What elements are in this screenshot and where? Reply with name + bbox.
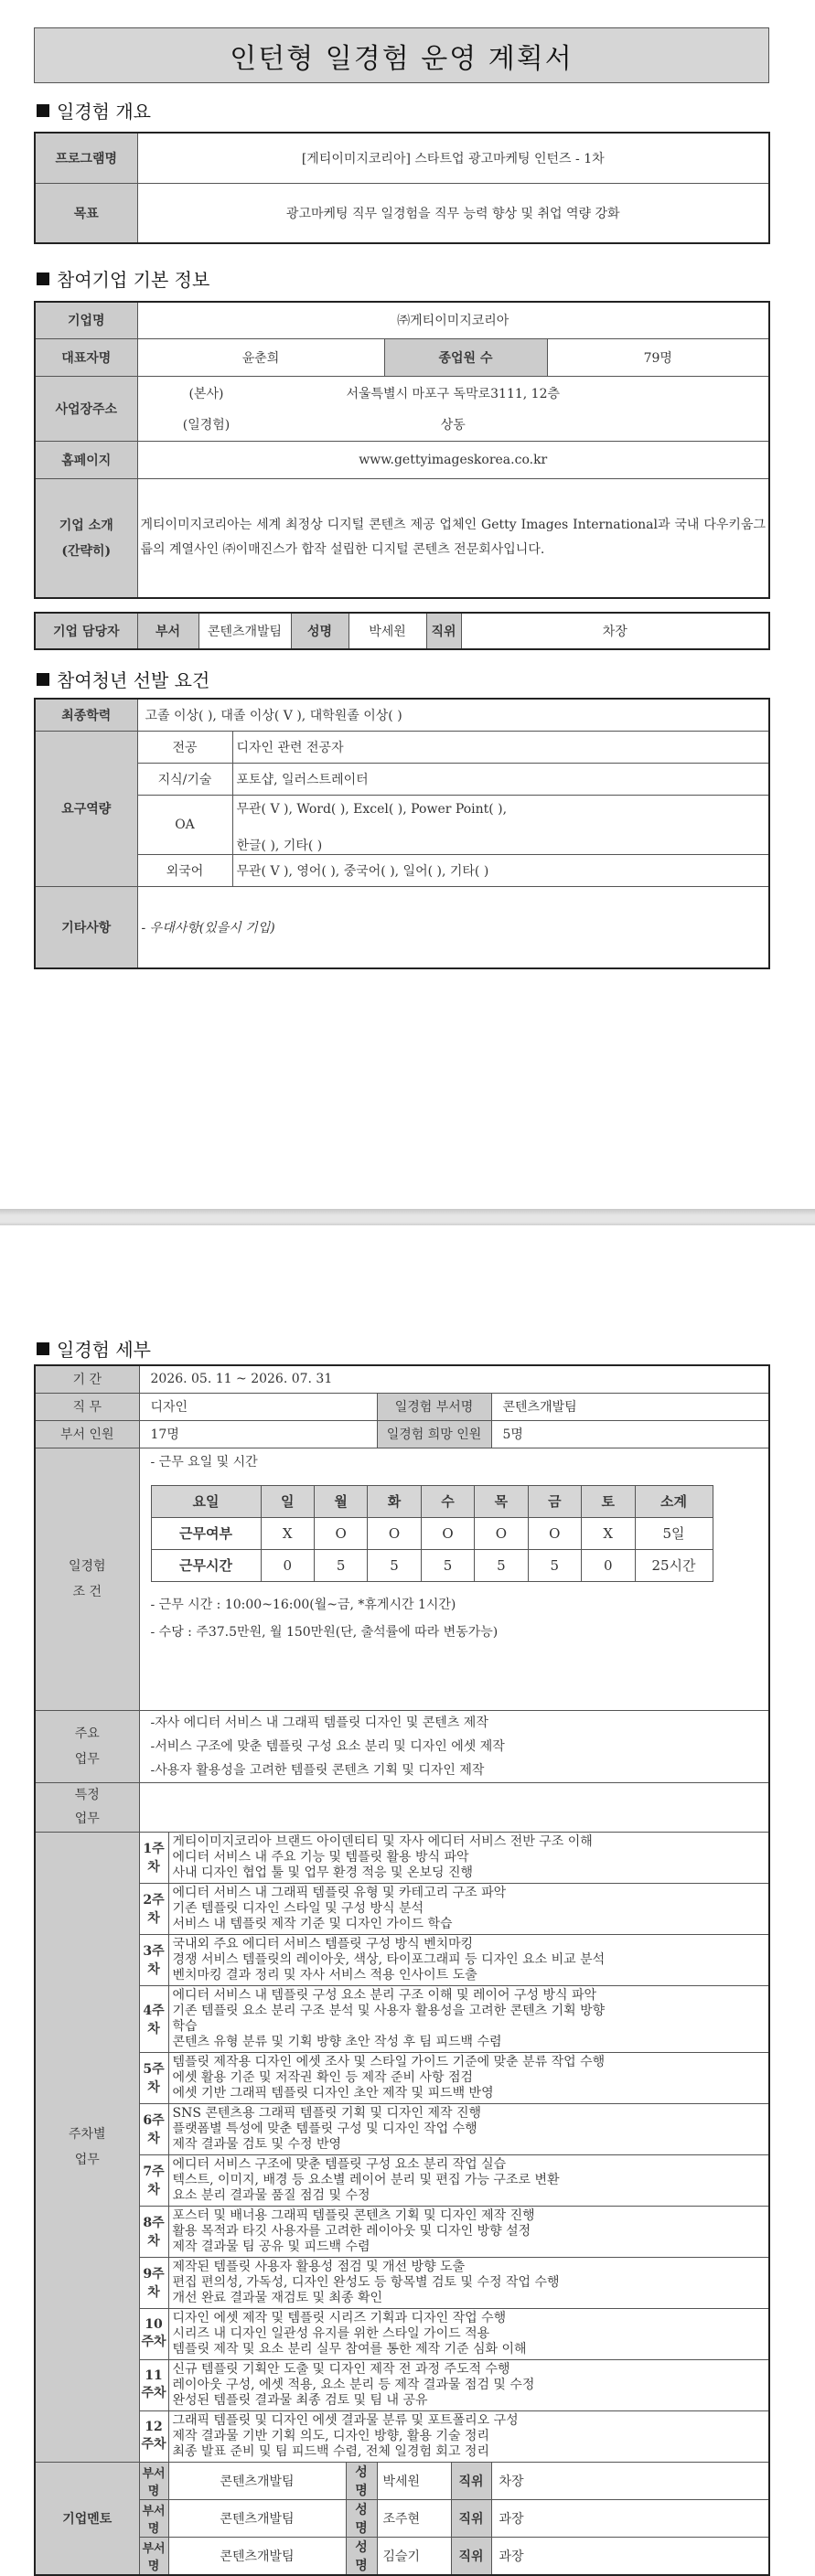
week-task: 플랫폼별 특성에 맞춘 템플릿 구성 및 디자인 작업 수행 bbox=[172, 2121, 477, 2136]
week-label: 10주차 bbox=[139, 2308, 168, 2359]
schedule-row-header: 근무여부 bbox=[151, 1517, 261, 1549]
week-task: 국내외 주요 에디터 서비스 템플릿 구성 방식 벤치마킹 bbox=[172, 1936, 474, 1951]
job-value: 디자인 bbox=[139, 1393, 377, 1420]
skills-value: 포토샵, 일러스트레이터 bbox=[232, 763, 769, 795]
oa-label: OA bbox=[137, 795, 232, 854]
week-tasks bbox=[168, 2257, 769, 2308]
mentor-name-label: 성명 bbox=[346, 2462, 377, 2499]
week-tasks bbox=[168, 1985, 769, 2052]
overview-table bbox=[34, 132, 770, 244]
schedule-cell: O bbox=[421, 1517, 474, 1549]
company-name-label: 기업명 bbox=[35, 302, 137, 338]
week-task: 템플릿 제작 및 요소 분리 실무 참여를 통한 제작 기준 심화 이해 bbox=[172, 2341, 527, 2357]
schedule-header: 요일 bbox=[151, 1485, 261, 1517]
week-task: 레이아웃 구성, 에셋 적용, 요소 분리 등 제작 결과물 점검 및 수정 bbox=[172, 2377, 535, 2392]
section-heading-overview bbox=[37, 97, 151, 123]
square-bullet-icon bbox=[37, 104, 49, 117]
education-value: 고졸 이상( ), 대졸 이상( V ), 대학원졸 이상( ) bbox=[137, 699, 769, 731]
mentor-dept-label: 부서명 bbox=[139, 2462, 168, 2499]
intro-label bbox=[35, 478, 137, 598]
period-label: 기 간 bbox=[35, 1365, 139, 1393]
week-label: 1주차 bbox=[139, 1832, 168, 1883]
schedule-cell: 5 bbox=[421, 1549, 474, 1581]
mentor-name: 조주현 bbox=[377, 2499, 451, 2537]
week-task: 개선 완료 결과물 재검토 및 최종 확인 bbox=[172, 2290, 383, 2305]
schedule-header: 일 bbox=[261, 1485, 314, 1517]
schedule-cell: O bbox=[368, 1517, 421, 1549]
special-duty-label-line1: 특정 bbox=[74, 1788, 100, 1802]
schedule-cell: O bbox=[314, 1517, 367, 1549]
week-task: 제작 결과물 검토 및 수정 반영 bbox=[172, 2136, 342, 2152]
schedule-row-header: 근무시간 bbox=[151, 1549, 261, 1581]
week-task: 에디터 서비스 구조에 맞춘 템플릿 구성 요소 분리 작업 실습 bbox=[172, 2156, 507, 2172]
goal-value: 광고마케팅 직무 일경험을 직무 능력 향상 및 취업 역량 강화 bbox=[137, 183, 769, 243]
special-duty-label bbox=[35, 1782, 139, 1832]
address-label: 사업장주소 bbox=[35, 376, 137, 441]
schedule-row-workdays bbox=[151, 1517, 713, 1549]
contact-name-label: 성명 bbox=[291, 613, 349, 649]
schedule-cell: 5 bbox=[314, 1549, 367, 1581]
mentor-position-label: 직위 bbox=[451, 2462, 491, 2499]
main-duty-label-line2: 업무 bbox=[74, 1751, 100, 1767]
hope-label: 일경험 희망 인원 bbox=[377, 1420, 491, 1448]
requirements-table bbox=[34, 698, 770, 969]
language-label: 외국어 bbox=[137, 854, 232, 886]
week-task: 학습 bbox=[172, 2018, 198, 2034]
schedule-cell: 25시간 bbox=[635, 1549, 713, 1581]
oa-value bbox=[232, 795, 769, 854]
schedule-cell: X bbox=[261, 1517, 314, 1549]
week-label: 6주차 bbox=[139, 2103, 168, 2154]
mentor-dept: 콘텐츠개발팀 bbox=[168, 2499, 346, 2537]
schedule-header: 금 bbox=[528, 1485, 581, 1517]
employees-value: 79명 bbox=[547, 338, 769, 376]
week-task: 에디터 서비스 내 주요 기능 및 템플릿 활용 방식 파악 bbox=[172, 1849, 469, 1865]
oa-line1: 무관( V ), Word( ), Excel( ), Power Point( ), bbox=[236, 801, 508, 817]
homepage-label: 홈페이지 bbox=[35, 441, 137, 478]
program-name-value: [게티이미지코리아] 스타트업 광고마케팅 인턴즈 - 1차 bbox=[137, 133, 769, 183]
allowance: - 수당 : 주37.5만원, 월 150만원(단, 출석률에 따라 변동가능) bbox=[150, 1624, 499, 1640]
mentor-position-label: 직위 bbox=[451, 2499, 491, 2537]
weekly-label bbox=[35, 1832, 139, 2462]
hq-label: (본사) bbox=[188, 386, 224, 401]
dept-name-label: 일경험 부서명 bbox=[377, 1393, 491, 1420]
company-name-value: ㈜게티이미지코리아 bbox=[137, 302, 769, 338]
schedule-cell: 5 bbox=[368, 1549, 421, 1581]
main-duty-item: -사용자 활용성을 고려한 템플릿 콘텐츠 기획 및 디자인 제작 bbox=[150, 1762, 485, 1778]
period-value: 2026. 05. 11 ~ 2026. 07. 31 bbox=[139, 1365, 769, 1393]
week-label: 9주차 bbox=[139, 2257, 168, 2308]
conditions-label bbox=[35, 1448, 139, 1710]
week-task: 신규 템플릿 기획안 도출 및 디자인 제작 전 과정 주도적 수행 bbox=[172, 2361, 510, 2377]
week-task: 템플릿 제작용 디자인 에셋 조사 및 스타일 가이드 기준에 맞춘 분류 작업 수행 bbox=[172, 2054, 606, 2069]
week-label: 4주차 bbox=[139, 1985, 168, 2052]
mentor-dept-label: 부서명 bbox=[139, 2499, 168, 2537]
contact-position-label: 직위 bbox=[426, 613, 461, 649]
mentor-label: 기업멘토 bbox=[35, 2462, 139, 2575]
week-task: 경쟁 서비스 템플릿의 레이아웃, 색상, 타이포그래피 등 디자인 요소 비교 분석 bbox=[172, 1951, 606, 1967]
section-heading-details bbox=[37, 1335, 151, 1362]
week-tasks bbox=[168, 2052, 769, 2103]
week-label: 8주차 bbox=[139, 2206, 168, 2257]
week-label: 3주차 bbox=[139, 1934, 168, 1985]
week-task: 활용 목적과 타깃 사용자를 고려한 레이아웃 및 디자인 방향 설정 bbox=[172, 2223, 531, 2239]
special-duty-label-line2: 업무 bbox=[74, 1812, 100, 1826]
section-heading-requirements bbox=[37, 666, 209, 692]
schedule-cell: 5 bbox=[528, 1549, 581, 1581]
week-task: 디자인 에셋 제작 및 템플릿 시리즈 기획과 디자인 작업 수행 bbox=[172, 2310, 507, 2325]
schedule-cell: 0 bbox=[261, 1549, 314, 1581]
etc-label: 기타사항 bbox=[35, 886, 137, 968]
main-duty-item: -자사 에디터 서비스 내 그래픽 템플릿 디자인 및 콘텐츠 제작 bbox=[150, 1715, 488, 1730]
hq-address: 서울특별시 마포구 독막로3111, 12층 bbox=[346, 386, 561, 401]
section-heading-text: 참여기업 기본 정보 bbox=[57, 269, 210, 291]
week-task: 기존 템플릿 디자인 스타일 및 구성 방식 분석 bbox=[172, 1900, 424, 1916]
mentor-name: 박세원 bbox=[377, 2462, 451, 2499]
weekly-label-line2: 업무 bbox=[74, 2152, 100, 2167]
conditions-label-line1: 일경험 bbox=[68, 1558, 106, 1574]
week-task: 게티이미지코리아 브랜드 아이덴티티 및 자사 에디터 서비스 전반 구조 이해 bbox=[172, 1833, 593, 1849]
week-task: 포스터 및 배너용 그래픽 템플릿 콘텐츠 기획 및 디자인 제작 진행 bbox=[172, 2207, 535, 2223]
square-bullet-icon bbox=[37, 673, 49, 686]
schedule-header: 목 bbox=[475, 1485, 528, 1517]
homepage-link[interactable]: www.gettyimageskorea.co.kr bbox=[137, 441, 769, 478]
schedule-cell: 5일 bbox=[635, 1517, 713, 1549]
week-task: 벤치마킹 결과 정리 및 자사 서비스 적용 인사이트 도출 bbox=[172, 1967, 477, 1983]
company-table bbox=[34, 301, 770, 599]
week-label: 7주차 bbox=[139, 2154, 168, 2206]
dept-staff-label: 부서 인원 bbox=[35, 1420, 139, 1448]
ceo-value: 윤춘희 bbox=[137, 338, 384, 376]
week-task: 요소 분리 결과물 품질 점검 및 수정 bbox=[172, 2187, 370, 2203]
main-duties bbox=[139, 1710, 769, 1782]
schedule-header: 화 bbox=[368, 1485, 421, 1517]
mentor-name: 김슬기 bbox=[377, 2537, 451, 2575]
week-task: 에셋 활용 기준 및 저작권 확인 등 제작 준비 사항 점검 bbox=[172, 2069, 474, 2085]
week-task: SNS 콘텐츠용 그래픽 템플릿 기획 및 디자인 제작 진행 bbox=[172, 2105, 482, 2121]
section-heading-text: 일경험 세부 bbox=[57, 1339, 151, 1361]
week-task: 서비스 내 템플릿 제작 기준 및 디자인 가이드 학습 bbox=[172, 1916, 453, 1931]
week-task: 제작 결과물 기반 기획 의도, 디자인 방향, 활용 기술 정리 bbox=[172, 2428, 489, 2443]
mentor-name-label: 성명 bbox=[346, 2537, 377, 2575]
document-title: 인턴형 일경험 운영 계획서 bbox=[34, 27, 769, 83]
schedule-header: 토 bbox=[582, 1485, 635, 1517]
contact-name-value: 박세원 bbox=[349, 613, 426, 649]
dept-staff-value: 17명 bbox=[139, 1420, 377, 1448]
week-label: 12주차 bbox=[139, 2410, 168, 2462]
contact-dept-label: 부서 bbox=[137, 613, 198, 649]
week-tasks bbox=[168, 2410, 769, 2462]
week-tasks bbox=[168, 1832, 769, 1883]
schedule-cell: X bbox=[582, 1517, 635, 1549]
conditions-cell bbox=[139, 1448, 769, 1710]
schedule-table bbox=[151, 1485, 713, 1582]
ceo-label: 대표자명 bbox=[35, 338, 137, 376]
week-task: 편집 편의성, 가독성, 디자인 완성도 등 항목별 검토 및 수정 작업 수행 bbox=[172, 2274, 560, 2290]
week-tasks bbox=[168, 2154, 769, 2206]
mentor-position-label: 직위 bbox=[451, 2537, 491, 2575]
major-label: 전공 bbox=[137, 731, 232, 763]
week-task: 최종 발표 준비 및 팀 피드백 수렴, 전체 일경험 회고 정리 bbox=[172, 2443, 489, 2459]
contact-table bbox=[34, 612, 770, 650]
schedule-cell: 5 bbox=[475, 1549, 528, 1581]
week-tasks bbox=[168, 1934, 769, 1985]
week-tasks bbox=[168, 2308, 769, 2359]
week-task: 기존 템플릿 요소 분리 구조 분석 및 사용자 활용성을 고려한 콘텐츠 기획 방향 bbox=[172, 2003, 606, 2018]
section-heading-text: 참여청년 선발 요건 bbox=[57, 669, 210, 691]
week-task: 콘텐츠 유형 분류 및 기획 방향 초안 작성 후 팀 피드백 수렴 bbox=[172, 2034, 502, 2049]
dept-name-value: 콘텐츠개발팀 bbox=[491, 1393, 769, 1420]
week-task: 에셋 기반 그래픽 템플릿 디자인 초안 제작 및 피드백 반영 bbox=[172, 2085, 494, 2100]
skills-label: 지식/기술 bbox=[137, 763, 232, 795]
mentor-position: 과장 bbox=[491, 2499, 769, 2537]
week-task: 에디터 서비스 내 그래픽 템플릿 유형 및 카테고리 구조 파악 bbox=[172, 1885, 507, 1900]
week-task: 에디터 서비스 내 템플릿 구성 요소 분리 구조 이해 및 레이어 구성 방식 파악 bbox=[172, 1987, 597, 2003]
schedule-header: 수 bbox=[421, 1485, 474, 1517]
week-tasks bbox=[168, 2206, 769, 2257]
major-value: 디자인 관련 전공자 bbox=[232, 731, 769, 763]
week-task: 제작 결과물 팀 공유 및 피드백 수렴 bbox=[172, 2239, 370, 2254]
mentor-position: 과장 bbox=[491, 2537, 769, 2575]
main-duty-item: -서비스 구조에 맞춘 템플릿 구성 요소 분리 및 디자인 에셋 제작 bbox=[150, 1738, 505, 1754]
work-hours: - 근무 시간 : 10:00~16:00(월~금, *휴게시간 1시간) bbox=[150, 1597, 456, 1612]
main-duty-label bbox=[35, 1710, 139, 1782]
intro-label-line1: 기업 소개 bbox=[59, 518, 113, 534]
special-duty-value bbox=[139, 1782, 769, 1832]
schedule-title: - 근무 요일 및 시간 bbox=[150, 1454, 258, 1470]
mentor-position: 차장 bbox=[491, 2462, 769, 2499]
etc-value: - 우대사항(있을시 기입) bbox=[137, 886, 769, 968]
contact-label: 기업 담당자 bbox=[35, 613, 137, 649]
schedule-cell: O bbox=[475, 1517, 528, 1549]
week-label: 11주차 bbox=[139, 2359, 168, 2410]
main-duty-label-line1: 주요 bbox=[74, 1726, 100, 1741]
schedule-cell: O bbox=[528, 1517, 581, 1549]
week-task: 텍스트, 이미지, 배경 등 요소별 레이어 분리 및 편집 가능 구조로 변환 bbox=[172, 2172, 560, 2187]
address-cell bbox=[137, 376, 769, 441]
program-name-label: 프로그램명 bbox=[35, 133, 137, 183]
intro-text: 게티이미지코리아는 세계 최정상 디지털 콘텐츠 제공 업체인 Getty Images International과 국내 다우키움그룹의 계열사인 ㈜이매진스가 합작 설립한 디지털 콘텐츠 전문회사입니다. bbox=[137, 478, 769, 598]
language-value: 무관( V ), 영어( ), 중국어( ), 일어( ), 기타( ) bbox=[232, 854, 769, 886]
contact-dept-value: 콘텐츠개발팀 bbox=[198, 613, 291, 649]
details-table bbox=[34, 1364, 770, 2576]
schedule-header: 월 bbox=[314, 1485, 367, 1517]
intro-label-line2: (간략히) bbox=[61, 544, 112, 560]
mentor-dept: 콘텐츠개발팀 bbox=[168, 2462, 346, 2499]
oa-line2: 한글( ), 기타( ) bbox=[236, 838, 323, 853]
hope-value: 5명 bbox=[491, 1420, 769, 1448]
square-bullet-icon bbox=[37, 273, 49, 285]
section-heading-company bbox=[37, 265, 209, 292]
job-label: 직 무 bbox=[35, 1393, 139, 1420]
week-task: 제작된 템플릿 사용자 활용성 점검 및 개선 방향 도출 bbox=[172, 2259, 466, 2274]
goal-label: 목표 bbox=[35, 183, 137, 243]
week-tasks bbox=[168, 2103, 769, 2154]
mentor-dept-label: 부서명 bbox=[139, 2537, 168, 2575]
site-label: (일경험) bbox=[182, 417, 231, 433]
conditions-label-line2: 조 건 bbox=[72, 1584, 102, 1599]
schedule-header: 소계 bbox=[635, 1485, 713, 1517]
schedule-cell: 0 bbox=[582, 1549, 635, 1581]
page-break-divider bbox=[0, 1209, 815, 1225]
week-tasks bbox=[168, 1883, 769, 1934]
contact-position-value: 차장 bbox=[461, 613, 769, 649]
education-label: 최종학력 bbox=[35, 699, 137, 731]
employees-label: 종업원 수 bbox=[384, 338, 547, 376]
week-task: 시리즈 내 디자인 일관성 유지를 위한 스타일 가이드 적용 bbox=[172, 2325, 490, 2341]
mentor-name-label: 성명 bbox=[346, 2499, 377, 2537]
mentor-dept: 콘텐츠개발팀 bbox=[168, 2537, 346, 2575]
week-label: 2주차 bbox=[139, 1883, 168, 1934]
week-tasks bbox=[168, 2359, 769, 2410]
week-task: 완성된 템플릿 결과물 최종 검토 및 팀 내 공유 bbox=[172, 2392, 428, 2408]
weekly-label-line1: 주차별 bbox=[68, 2126, 106, 2142]
section-heading-text: 일경험 개요 bbox=[57, 101, 151, 123]
schedule-row-hours bbox=[151, 1549, 713, 1581]
site-address: 상동 bbox=[440, 417, 466, 433]
week-task: 그래픽 템플릿 및 디자인 에셋 결과물 분류 및 포트폴리오 구성 bbox=[172, 2412, 519, 2428]
week-task: 사내 디자인 협업 툴 및 업무 환경 적응 및 온보딩 진행 bbox=[172, 1865, 474, 1880]
square-bullet-icon bbox=[37, 1342, 49, 1355]
week-label: 5주차 bbox=[139, 2052, 168, 2103]
competency-label: 요구역량 bbox=[35, 731, 137, 886]
